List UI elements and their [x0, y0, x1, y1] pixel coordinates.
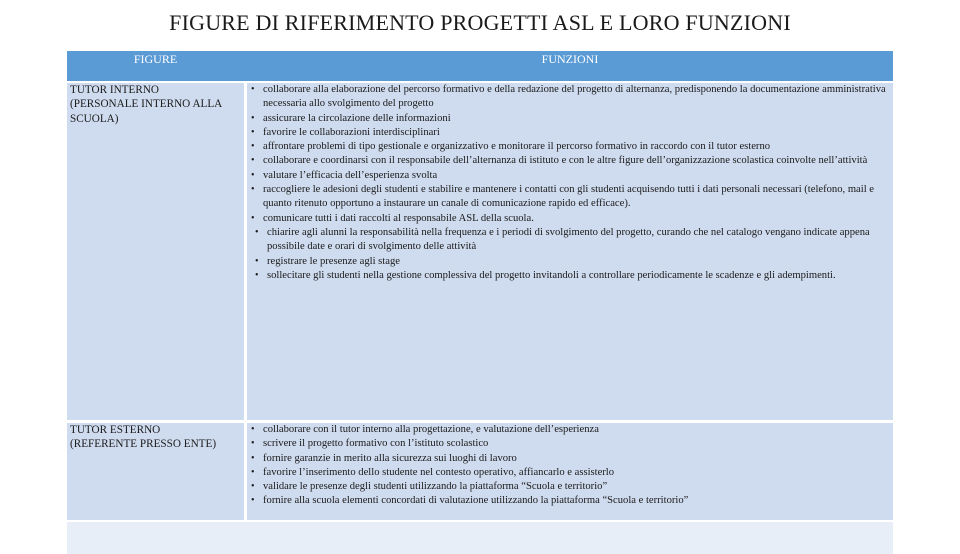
bullet-icon: • [251, 169, 255, 181]
bullet-icon: • [251, 141, 255, 153]
list-item: • collaborare e coordinarsi con il responsabile dell’alternanza di istituto e con le altre figure dell’organizzazione scolastica coinvolte nell’attività [251, 154, 891, 168]
bullet-icon: • [251, 126, 255, 138]
list-item: • chiarire agli alunni la responsabilità nella frequenza e i periodi di svolgimento del progetto, curando che nel catalogo vengano indicate appena possibile date e orari di svolgimento delle attività [255, 226, 870, 253]
bullet-icon: • [255, 269, 259, 281]
bullet-icon: • [251, 452, 255, 464]
figures-table [67, 51, 893, 507]
header-figure: FIGURE [133, 52, 178, 66]
table-row [67, 423, 893, 520]
bullet-icon: • [251, 438, 255, 450]
column-divider [244, 423, 247, 520]
list-item: • valutare l’efficacia dell’esperienza svolta [251, 169, 891, 183]
page-title: FIGURE DI RIFERIMENTO PROGETTI ASL E LORO FUNZIONI [169, 10, 791, 35]
figure-role: (REFERENTE PRESSO ENTE) [70, 438, 217, 451]
bullet-icon: • [255, 255, 259, 267]
bullet-icon: • [251, 84, 255, 95]
list-item: • collaborare alla elaborazione del percorso formativo e della redazione del progetto di alternanza, predisponendo la documentazione amministrativa necessaria allo svolgimento del progetto [251, 84, 886, 110]
bullet-icon: • [255, 226, 259, 238]
list-item: • raccogliere le adesioni degli studenti e stabilire e mantenere i contatti con gli studenti acquisendo tutti i dati personali necessari (telefono, mail e quanto ritenuto opportuno a instaurare un canale di comunicazione rapido ed efficace). [251, 184, 874, 210]
list-item: • scrivere il progetto formativo con l’istituto scolastico [251, 437, 891, 451]
functions-list [251, 423, 891, 509]
bullet-icon: • [251, 155, 255, 167]
functions-cell [251, 423, 891, 509]
bullet-icon: • [251, 481, 255, 493]
bullet-icon: • [251, 495, 255, 507]
list-item: • validare le presenze degli studenti utilizzando la piattaforma “Scuola e territorio” [251, 480, 891, 494]
bullet-icon: • [251, 112, 255, 124]
table-row [67, 83, 893, 420]
functions-cell [251, 83, 891, 283]
list-item: • sollecitare gli studenti nella gestione complessiva del progetto invitandoli a controllare periodicamente le scadenze e gli adempimenti. [255, 269, 891, 283]
bullet-icon: • [251, 466, 255, 478]
list-item: • fornire garanzie in merito alla sicurezza sui luoghi di lavoro [251, 452, 891, 466]
bullet-icon: • [251, 424, 255, 435]
list-item: • favorire l’inserimento dello studente nel contesto operativo, affiancarlo e assisterlo [251, 466, 891, 480]
list-item: • favorire le collaborazioni interdisciplinari [251, 126, 891, 140]
list-item: • registrare le presenze agli stage [255, 255, 891, 269]
list-item: • affrontare problemi di tipo gestionale e organizzativo e monitorare il percorso formativo in raccordo con il tutor esterno [251, 140, 891, 154]
figure-name: TUTOR ESTERNO [70, 424, 161, 436]
list-item: • comunicare tutti i dati raccolti al responsabile ASL della scuola. [251, 212, 891, 226]
bullet-icon: • [251, 184, 255, 196]
column-divider [244, 83, 247, 420]
list-item: • collaborare con il tutor interno alla progettazione, e valutazione dell’esperienza [251, 423, 891, 437]
table-header [67, 51, 893, 81]
figure-role: (PERSONALE INTERNO ALLA SCUOLA) [70, 98, 222, 125]
header-functions: FUNZIONI [541, 52, 599, 66]
table-row-empty [67, 522, 893, 554]
bullet-icon: • [251, 212, 255, 224]
figure-name: TUTOR INTERNO [70, 84, 159, 96]
functions-list [251, 83, 891, 283]
figure-cell [70, 423, 242, 452]
figure-cell [70, 83, 242, 126]
list-item: • fornire alla scuola elementi concordati di valutazione utilizzando la piattaforma “Scuola e territorio” [251, 494, 891, 508]
list-item: • assicurare la circolazione delle informazioni [251, 112, 891, 126]
